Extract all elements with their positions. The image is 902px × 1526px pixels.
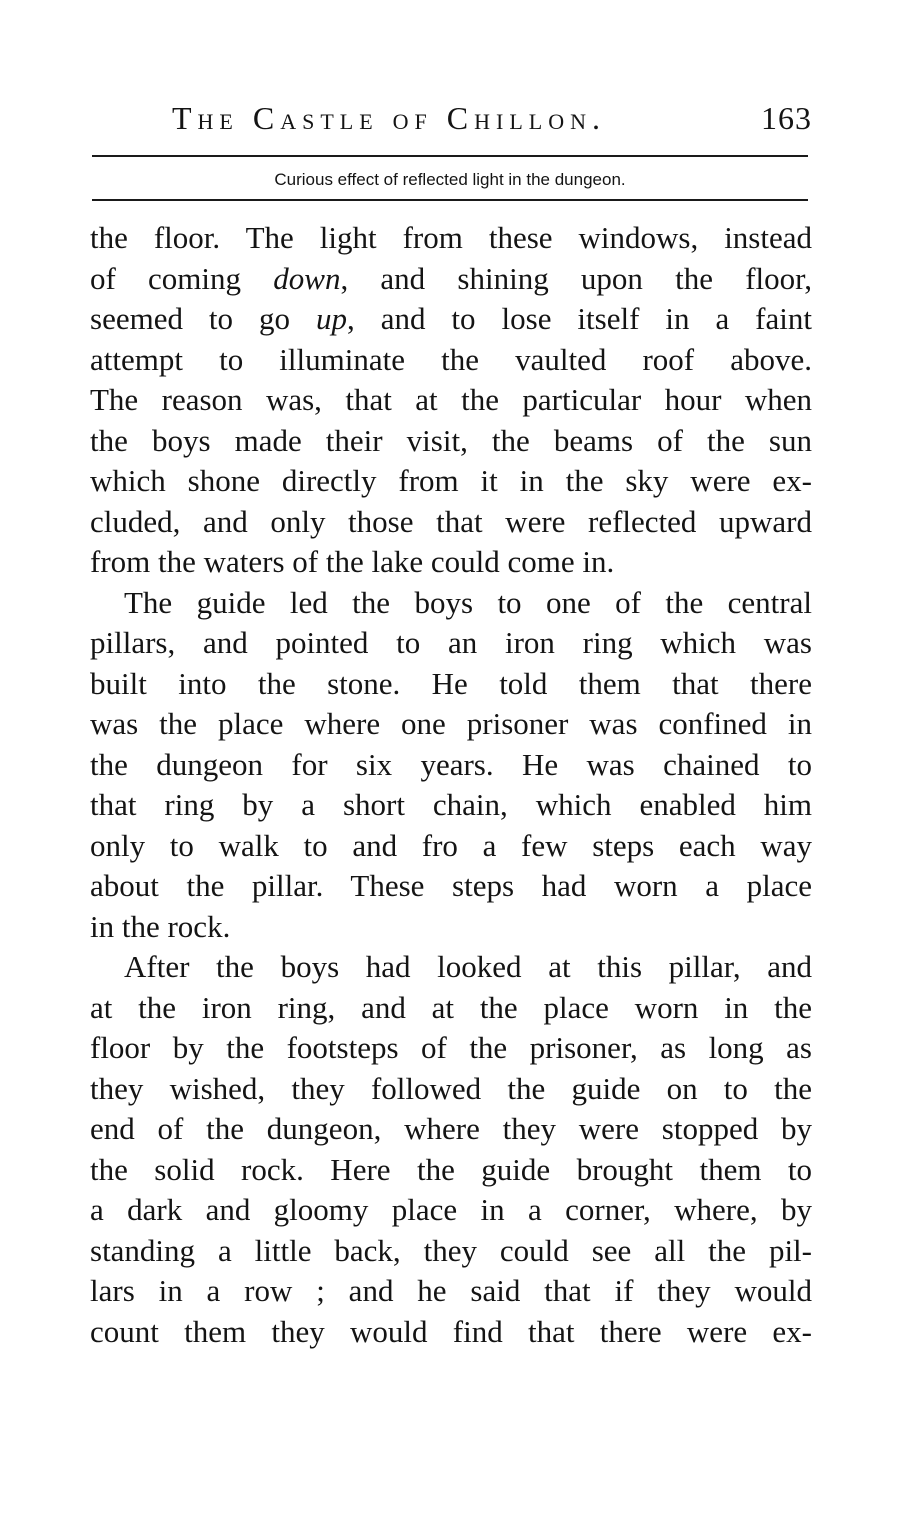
header-rule-bottom — [92, 199, 808, 201]
text-line: at the iron ring, and at the place worn in the — [90, 989, 812, 1025]
text-line: in the rock. — [90, 908, 231, 944]
text-line: the boys made their visit, the beams of the sun — [90, 422, 812, 458]
running-head — [90, 96, 812, 140]
text-line: from the waters of the lake could come in. — [90, 544, 615, 579]
text-line: cluded, and only those that were reflected upward — [90, 503, 812, 539]
page-number: 163 — [761, 100, 812, 136]
text-line: floor by the footsteps of the prisoner, as long as — [90, 1030, 812, 1065]
text-line: attempt to illuminate the vaulted roof above. — [90, 341, 812, 377]
text-line: lars in a row ; and he said that if they would — [90, 1273, 812, 1308]
text-line: about the pillar. These steps had worn a place — [90, 868, 812, 903]
text-line: of coming down, and shining upon the floor, — [90, 260, 812, 296]
text-line: count them they would find that there were ex- — [90, 1313, 812, 1349]
text-line: After the boys had looked at this pillar, and — [124, 949, 812, 984]
body-text — [90, 218, 812, 1352]
side-note: Curious effect of reflected light in the dungeon. — [274, 170, 626, 189]
text-line: was the place where one prisoner was confined in — [90, 706, 812, 741]
text-line: which shone directly from it in the sky were ex- — [90, 463, 812, 498]
text-line: The guide led the boys to one of the central — [124, 584, 812, 620]
text-line: built into the stone. He told them that there — [90, 665, 812, 701]
text-line: standing a little back, they could see all the pil- — [90, 1232, 812, 1268]
text-line: the dungeon for six years. He was chained to — [90, 746, 812, 782]
text-line: a dark and gloomy place in a corner, where, by — [90, 1192, 812, 1227]
text-line: they wished, they followed the guide on to the — [90, 1070, 812, 1106]
text-line: that ring by a short chain, which enabled him — [90, 787, 812, 822]
text-line: the floor. The light from these windows, instead — [90, 220, 812, 255]
text-line: seemed to go up, and to lose itself in a faint — [90, 301, 812, 336]
text-line: end of the dungeon, where they were stopped by — [90, 1111, 812, 1146]
text-line: the solid rock. Here the guide brought them to — [90, 1151, 812, 1187]
text-line: pillars, and pointed to an iron ring which was — [90, 625, 812, 660]
text-line: The reason was, that at the particular hour when — [90, 382, 812, 417]
header-rule-top — [92, 155, 808, 157]
running-title: The Castle of Chillon. — [172, 100, 606, 136]
text-line: only to walk to and fro a few steps each way — [90, 827, 812, 863]
